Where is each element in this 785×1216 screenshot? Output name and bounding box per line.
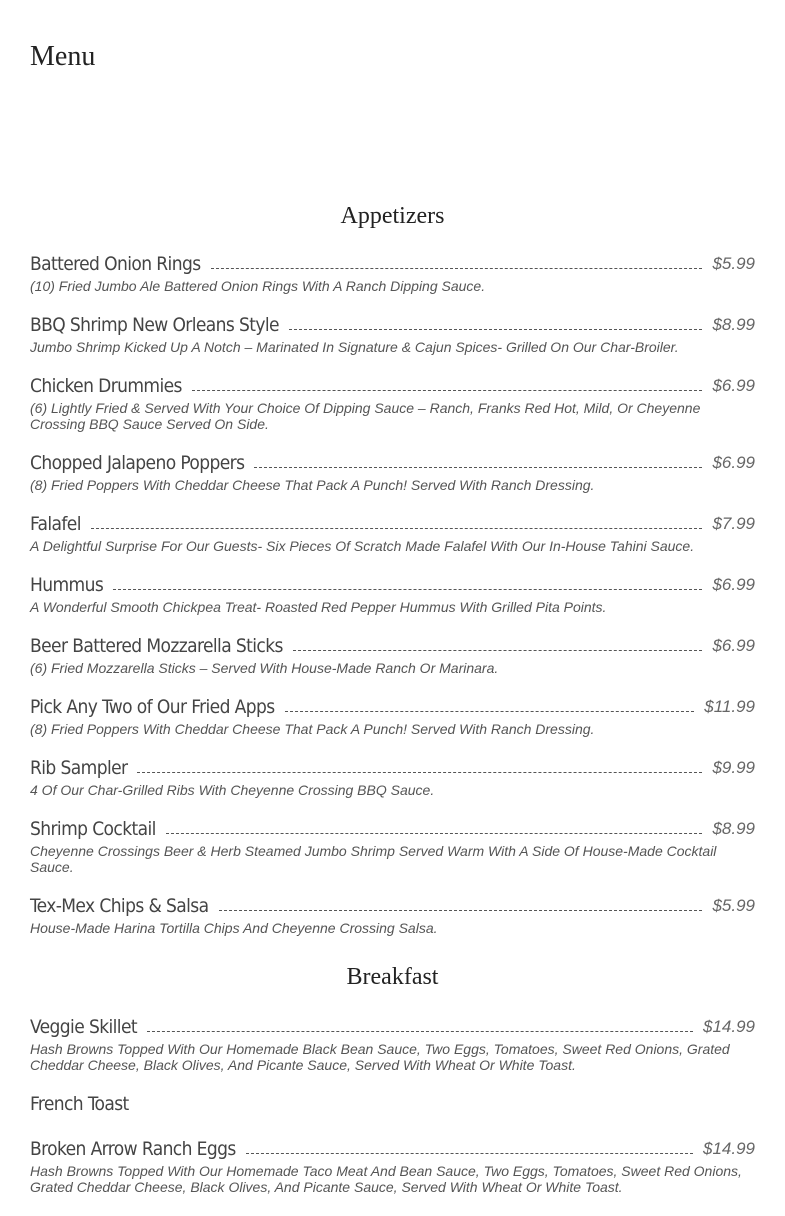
item-description: Hash Browns Topped With Our Homemade Taco Meat And Bean Sauce, Two Eggs, Tomatoes, Sweet Red Onions, Grated Cheddar Cheese, Black Olives, And Picante Sauce, Served With Wheat Or White Toast. (30, 1163, 742, 1195)
dotted-leader (219, 909, 703, 911)
dotted-leader (91, 527, 703, 529)
item-name: Tex-Mex Chips & Salsa (30, 895, 209, 917)
item-price: $14.99 (703, 1139, 755, 1158)
menu-item (30, 308, 755, 355)
item-name: Chicken Drummies (30, 375, 182, 397)
item-description: (8) Fried Poppers With Cheddar Cheese That Pack A Punch! Served With Ranch Dressing. (30, 477, 595, 493)
item-description: 4 Of Our Char-Grilled Ribs With Cheyenne Crossing BBQ Sauce. (30, 782, 435, 798)
item-name: French Toast (30, 1093, 129, 1115)
item-price: $9.99 (712, 758, 755, 777)
item-name: Falafel (30, 513, 81, 535)
dotted-leader (293, 649, 703, 651)
page-title: Menu (30, 41, 96, 72)
item-price: $8.99 (712, 315, 755, 334)
menu-item (30, 889, 755, 936)
dotted-leader (192, 389, 703, 391)
item-name: BBQ Shrimp New Orleans Style (30, 314, 279, 336)
item-description: (10) Fried Jumbo Ale Battered Onion Rings With A Ranch Dipping Sauce. (30, 278, 486, 294)
menu-item (30, 247, 755, 294)
item-price: $11.99 (704, 697, 755, 716)
item-description: Hash Browns Topped With Our Homemade Black Bean Sauce, Two Eggs, Tomatoes, Sweet Red Onions, Grated Cheddar Cheese, Black Olives, And Picante Sauce, Served With Wheat Or White Toast. (30, 1041, 730, 1073)
item-price: $7.99 (712, 514, 755, 533)
section-title-appetizers: Appetizers (340, 203, 445, 229)
menu-item (30, 507, 755, 554)
menu-item (30, 1010, 755, 1073)
item-price: $14.99 (703, 1017, 755, 1036)
item-description: A Delightful Surprise For Our Guests- Six Pieces Of Scratch Made Falafel With Our In-House Tahini Sauce. (30, 538, 695, 554)
item-price: $8.99 (712, 819, 755, 838)
dotted-leader (166, 832, 703, 834)
item-name: Chopped Jalapeno Poppers (30, 452, 245, 474)
section-title-breakfast: Breakfast (346, 964, 439, 990)
item-name: Rib Sampler (30, 757, 128, 779)
item-price: $5.99 (712, 254, 755, 273)
menu-item (30, 446, 755, 493)
item-description: House-Made Harina Tortilla Chips And Cheyenne Crossing Salsa. (30, 920, 438, 936)
item-description: Cheyenne Crossings Beer & Herb Steamed Jumbo Shrimp Served Warm With A Side Of House-Made Cocktail Sauce. (30, 843, 717, 875)
item-description: (6) Fried Mozzarella Sticks – Served With House-Made Ranch Or Marinara. (30, 660, 499, 676)
dotted-leader (254, 466, 702, 468)
item-price: $6.99 (712, 453, 755, 472)
dotted-leader (246, 1152, 693, 1154)
menu-item (30, 751, 755, 798)
dotted-leader (285, 710, 695, 712)
menu-item (30, 1132, 755, 1195)
item-name: Beer Battered Mozzarella Sticks (30, 635, 283, 657)
breakfast-section (30, 962, 755, 1195)
dotted-leader (137, 771, 702, 773)
item-description: (6) Lightly Fried & Served With Your Choice Of Dipping Sauce – Ranch, Franks Red Hot, Mild, Or Cheyenne Crossing BBQ Sauce Served On Side. (30, 400, 701, 432)
menu-item (30, 812, 755, 875)
menu-item (30, 629, 755, 676)
dotted-leader (113, 588, 702, 590)
item-price: $6.99 (712, 575, 755, 594)
menu-item (30, 690, 755, 737)
dotted-leader (211, 267, 703, 269)
menu-item (30, 568, 755, 615)
item-price: $6.99 (712, 376, 755, 395)
menu-item (30, 369, 755, 432)
item-name: Broken Arrow Ranch Eggs (30, 1138, 236, 1160)
appetizers-section (30, 201, 755, 936)
item-description: Jumbo Shrimp Kicked Up A Notch – Marinated In Signature & Cajun Spices- Grilled On Our Char-Broiler. (30, 339, 679, 355)
item-price: $5.99 (712, 896, 755, 915)
dotted-leader (289, 328, 702, 330)
item-name: Hummus (30, 574, 104, 596)
dotted-leader (147, 1030, 693, 1032)
item-name: Veggie Skillet (30, 1016, 137, 1038)
menu-item (30, 1087, 755, 1117)
item-price: $6.99 (712, 636, 755, 655)
item-name: Battered Onion Rings (30, 253, 201, 275)
item-name: Pick Any Two of Our Fried Apps (30, 696, 275, 718)
item-description: A Wonderful Smooth Chickpea Treat- Roasted Red Pepper Hummus With Grilled Pita Points. (30, 599, 607, 615)
item-name: Shrimp Cocktail (30, 818, 156, 840)
item-description: (8) Fried Poppers With Cheddar Cheese That Pack A Punch! Served With Ranch Dressing. (30, 721, 595, 737)
